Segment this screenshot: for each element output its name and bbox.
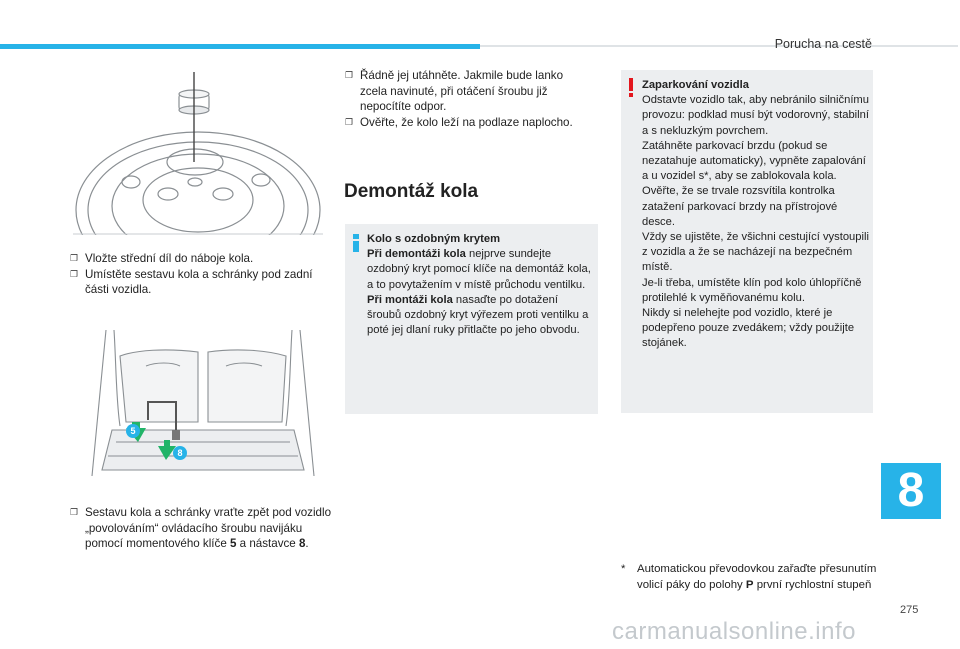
bullet-marker-icon: ❐ bbox=[70, 253, 79, 263]
header-rule bbox=[480, 45, 958, 47]
bullet-marker-icon: ❐ bbox=[345, 116, 354, 127]
page-number: 275 bbox=[900, 604, 919, 616]
info-box-wheel-cover: Kolo s ozdobným krytem Při demontáži kola nejprve sundejte ozdobný kryt pomocí klíče na demontáž kola, a to povytažením v místě průchodu ventilku. Při montáži kola nasaďte po dotažení šroubů ozdobný kryt výřezem proti ventilku a poté jej dlaní ruky přitlačte po jeho obvodu. bbox=[345, 224, 598, 414]
callout-5: 5 bbox=[126, 424, 140, 438]
warning-box-parking bbox=[621, 70, 873, 413]
bullet-item: ❐ Umístěte sestavu kola a schránky pod zadní části vozidla. bbox=[70, 267, 313, 296]
section-title: Demontáž kola bbox=[344, 181, 479, 202]
callout-8: 8 bbox=[173, 446, 187, 460]
info-box-title: Kolo s ozdobným krytem bbox=[367, 233, 501, 245]
bullet-item: ❐ Vložte střední díl do náboje kola. bbox=[70, 252, 254, 265]
bullets-tighten bbox=[345, 68, 590, 130]
bullet-marker-icon: ❐ bbox=[70, 268, 79, 279]
bullet-marker-icon: ❐ bbox=[345, 70, 354, 80]
header-accent-bar bbox=[0, 44, 480, 49]
warning-line: Je-li třeba, umístěte klín pod kolo úhlopříčně protilehlé k vyměňovanému kolu. bbox=[642, 276, 862, 304]
footnote: * Automatickou převodovkou zařaďte přesunutím volicí páky do polohy P první rychlostní stupeň bbox=[621, 563, 877, 591]
warning-line: Vždy se ujistěte, že všichni cestující vystoupili z vozidla a že se nacházejí na bezpečném místě. bbox=[642, 231, 869, 274]
warning-box-title: Zaparkování vozidla bbox=[642, 79, 749, 91]
warning-line: Odstavte vozidlo tak, aby nebránilo silničnímu provozu: podklad musí být vodorovný, stabilní a s nekluzkým povrchem. bbox=[642, 94, 869, 137]
trunk-figure bbox=[86, 330, 320, 480]
watermark: carmanualsonline.info bbox=[612, 618, 856, 645]
warning-line: Nikdy si nelehejte pod vozidlo, které je podepřeno pouze zvedákem; vždy použijte stojánek. bbox=[642, 307, 855, 350]
info-icon bbox=[353, 234, 359, 252]
bullets-insert-wheel bbox=[70, 251, 332, 298]
bullet-item: ❐ Řádně jej utáhněte. Jakmile bude lanko zcela navinuté, při otáčení šroubu již nepocítíte odpor. bbox=[345, 69, 564, 113]
bullet-item: ❐ Ověřte, že kolo leží na podlaze naplocho. bbox=[345, 115, 573, 129]
chapter-number-tab: 8 bbox=[881, 463, 941, 519]
warning-line: Ověřte, že se trvale rozsvítila kontrolka zatažení parkovací brzdy na přístrojové desce. bbox=[642, 185, 838, 228]
spare-wheel-figure bbox=[73, 70, 323, 235]
chapter-title: Porucha na cestě bbox=[774, 37, 872, 51]
bullet-reinstall-wheel: ❐ Sestavu kola a schránky vraťte zpět pod vozidlo „povolováním“ ovládacího šroubu navijáku pomocí momentového klíče 5 a nástavce 8. bbox=[70, 506, 332, 550]
warning-line: Zatáhněte parkovací brzdu (pokud se nezatahuje automaticky), vypněte zapalování a u vozidel s*, aby se zablokovala kola. bbox=[642, 139, 866, 183]
warning-icon bbox=[627, 78, 635, 98]
bullet-marker-icon: ❐ bbox=[70, 507, 79, 517]
